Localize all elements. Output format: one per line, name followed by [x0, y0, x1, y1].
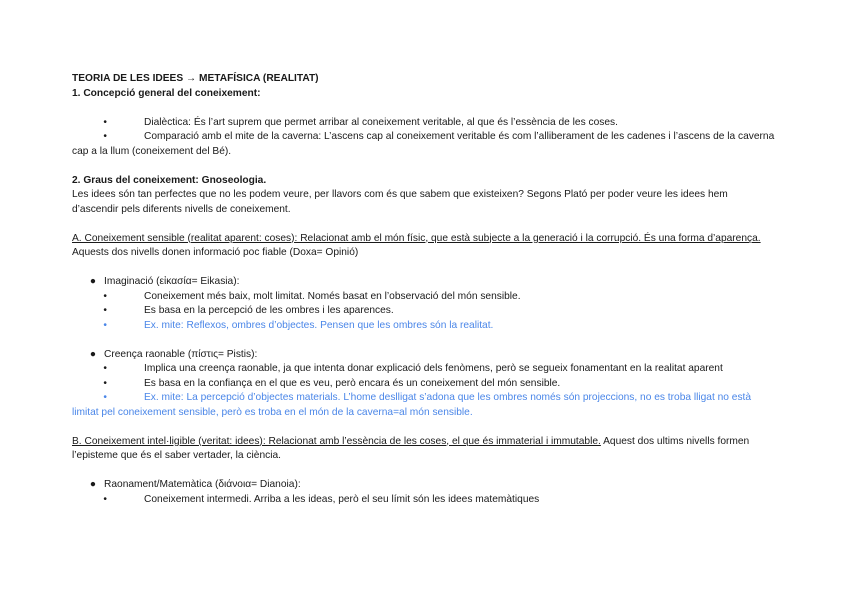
list-item: • Es basa en la percepció de les ombres i les aparences.: [72, 304, 776, 319]
bullet-icon: •: [103, 116, 107, 128]
bullet-icon: •: [103, 319, 107, 331]
section-b-heading: B. Coneixement intel·ligible (veritat: idees): Relacionat amb l’essència de les coses, el que és immaterial i immutable.: [72, 435, 601, 447]
bullet-icon: •: [103, 290, 107, 302]
list-item: • Comparació amb el mite de la caverna: L’ascens cap al coneixement veritable és com l’alliberament de les cadenes i l’ascens de la caverna cap a la llum (coneixement del Bé).: [72, 131, 775, 157]
bullet-icon: ●: [89, 276, 96, 287]
section-2-intro: Les idees són tan perfectes que no les podem veure, per llavors com és que sabem que existeixen? Segons Plató per poder veure les idees hem d’ascendir pels diferents nivells de coneixement.: [72, 189, 728, 215]
list-item: • Ex. mite: La percepció d’objectes materials. L’home deslligat s’adona que les ombres només són projeccions, no es troba lligat no està limitat pel coneixement sensible, però es troba en el món de la caverna=al món sensible.: [72, 392, 752, 418]
bullet-icon: •: [103, 493, 107, 505]
document-page: [72, 72, 776, 507]
bullet-icon: •: [103, 131, 107, 142]
bullet-icon: •: [103, 377, 107, 389]
section-a-paragraph: A. Coneixement sensible (realitat aparent: coses): Relacionat amb el món físic, que està subjecte a la generació i la corrupció. És una forma d’aparença. Aquests dos nivells donen informació poc fiable (Doxa= Opinió): [72, 232, 761, 258]
list-item: • Dialèctica: És l’art suprem que permet arribar al coneixement veritable, al que és l’essència de les coses.: [72, 116, 776, 131]
list-item: • Ex. mite: Reflexos, ombres d’objectes. Pensen que les ombres són la realitat.: [72, 319, 776, 334]
list-item: ● Imaginació (εἰκασία= Eikasia):: [72, 275, 776, 290]
section-b-paragraph: B. Coneixement intel·ligible (veritat: idees): Relacionat amb l’essència de les coses, el que és immaterial i immutable. Aquest dos ultims nivells formen l’episteme que és el saber vertader, la ciència.: [72, 435, 750, 461]
list-item: ● Creença raonable (πίστις= Pistis):: [72, 348, 776, 363]
list-item: • Coneixement intermedi. Arriba a les ideas, però el seu límit són les idees matemàtiques: [72, 493, 776, 508]
bullet-icon: •: [103, 392, 107, 403]
bullet-icon: ●: [89, 348, 96, 360]
list-item: • Es basa en la confiança en el que es veu, però encara és un coneixement del món sensible.: [72, 377, 776, 392]
doc-title: TEORIA DE LES IDEES → METAFÍSICA (REALITAT): [72, 73, 319, 84]
list-item: ● Raonament/Matemàtica (διάνοια= Dianoia):: [72, 478, 776, 493]
list-item: • Implica una creença raonable, ja que intenta donar explicació dels fenòmens, però se segueix fonamentant en la realitat aparent: [72, 362, 776, 377]
bullet-icon: •: [103, 305, 107, 316]
section-2-heading: 2. Graus del coneixement: Gnoseologia.: [72, 174, 267, 186]
bullet-icon: •: [103, 363, 107, 374]
bullet-icon: ●: [89, 479, 96, 490]
section-a-heading: A. Coneixement sensible (realitat aparent: coses): Relacionat amb el món físic, que està subjecte a la generació i la corrupció. És una forma d’aparença.: [72, 232, 761, 244]
list-item: • Coneixement més baix, molt limitat. Només basat en l’observació del món sensible.: [72, 290, 776, 305]
section-1-heading: 1. Concepció general del coneixement:: [72, 87, 261, 99]
